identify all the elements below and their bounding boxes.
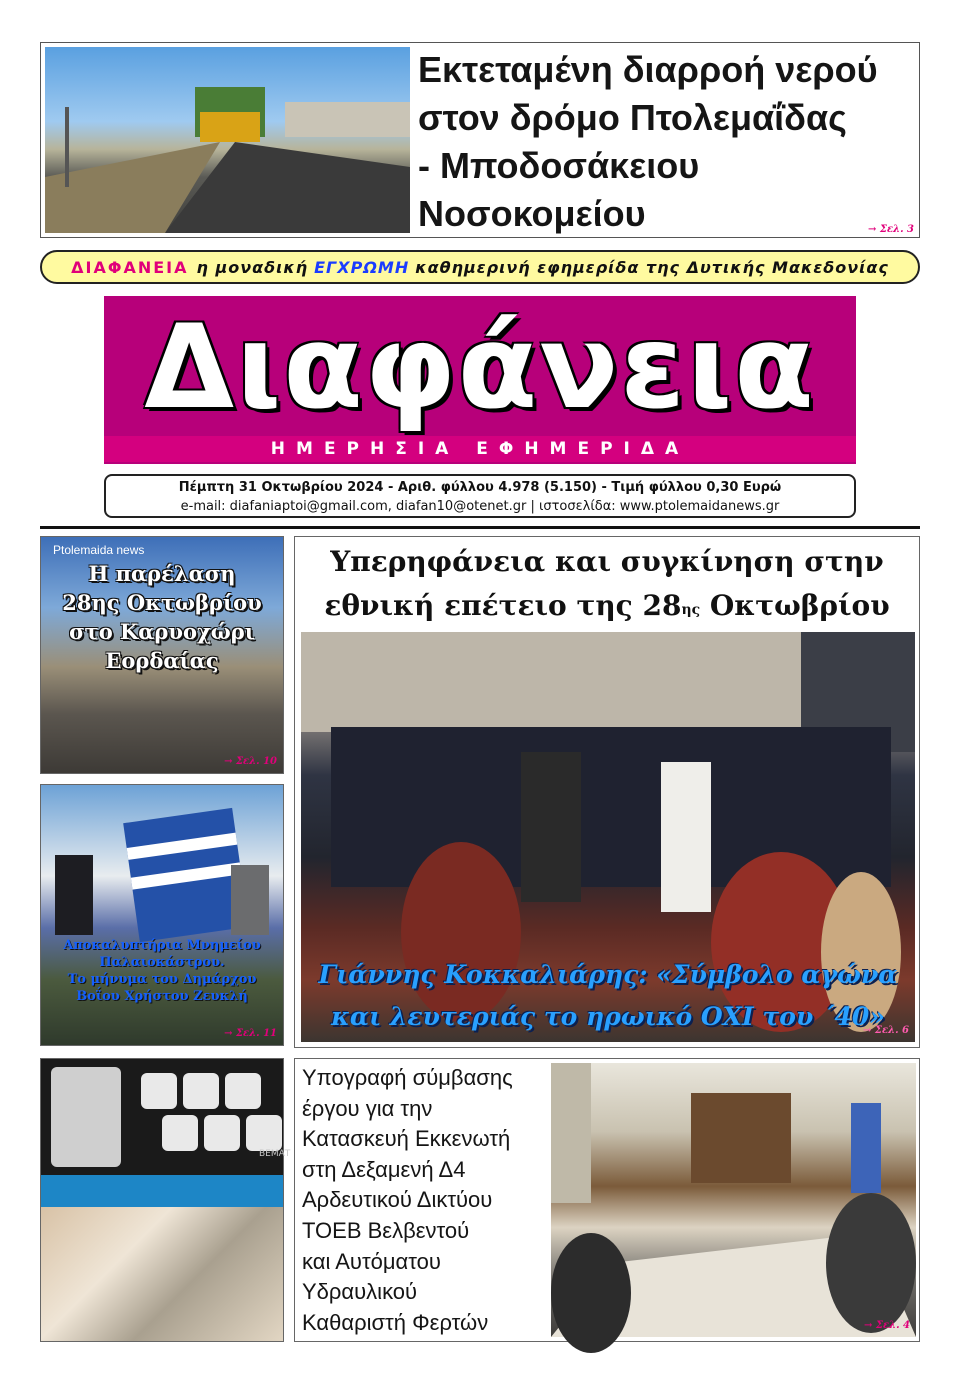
headline-part: εθνική επέτειο της 28 bbox=[324, 589, 682, 622]
slogan-color-word: ΕΓΧΡΩΜΗ bbox=[314, 257, 410, 277]
masthead-subtitle: ΗΜΕΡΗΣΙΑ ΕΦΗΜΕΡΙΔΑ bbox=[104, 436, 856, 462]
headline-line: στον δρόμο Πτολεμαΐδας bbox=[418, 97, 847, 138]
hex-tile bbox=[162, 1115, 198, 1151]
ad-logo: ΒΕΜΑΤ bbox=[259, 1149, 291, 1159]
bottom-story-page-ref[interactable]: → Σελ. 4 bbox=[864, 1320, 910, 1331]
headline-line: Νοσοκομείου bbox=[418, 193, 646, 234]
side-story-title bbox=[41, 559, 283, 675]
slogan-text-after: καθημερινή εφημερίδα της Δυτικής Μακεδονίας bbox=[415, 257, 889, 277]
headline-superscript: ης bbox=[681, 602, 701, 618]
headline-line: - Μποδοσάκειου bbox=[418, 145, 700, 186]
headline-line: έργου για την bbox=[302, 1095, 433, 1121]
masthead-title: Διαφάνεια bbox=[144, 300, 816, 435]
main-story-photo[interactable] bbox=[301, 632, 915, 1042]
hex-tile bbox=[225, 1073, 261, 1109]
hex-tile bbox=[204, 1115, 240, 1151]
main-story-quote bbox=[301, 954, 915, 1038]
slogan-banner bbox=[40, 250, 920, 284]
side-story-monument[interactable] bbox=[40, 784, 284, 1046]
monument-flag-image bbox=[41, 785, 283, 935]
ad-blue-band bbox=[41, 1175, 283, 1207]
divider-rule bbox=[40, 526, 920, 529]
side-story-page-ref[interactable]: → Σελ. 11 bbox=[224, 1028, 277, 1039]
title-line: Παλαιοκάστρου. bbox=[99, 955, 225, 970]
headline-line: στη Δεξαμενή Δ4 bbox=[302, 1156, 466, 1182]
headline-line: Εκτεταμένη διαρροή νερού bbox=[418, 49, 878, 90]
slogan-brand: ΔΙΑΦΑΝΕΙΑ bbox=[71, 257, 189, 277]
top-story-page-ref[interactable]: → Σελ. 3 bbox=[868, 224, 914, 235]
side-story-title bbox=[41, 937, 283, 1005]
bottom-story-headline[interactable] bbox=[302, 1063, 552, 1338]
slogan-text-before: η μοναδική bbox=[196, 257, 309, 277]
main-story-page-ref[interactable]: → Σελ. 6 bbox=[863, 1025, 909, 1036]
headline-line: Υδραυλικού bbox=[302, 1279, 418, 1305]
headline-line: ΤΟΕΒ Βελβεντού bbox=[302, 1217, 470, 1243]
advertisement[interactable] bbox=[40, 1058, 291, 1342]
meeting-room-image bbox=[551, 1063, 916, 1337]
issue-info-box bbox=[104, 474, 856, 518]
title-line: Αποκαλυπτήρια Μνημείου bbox=[63, 938, 261, 953]
headline-line: και Αυτόματου bbox=[302, 1248, 441, 1274]
source-tag: Ptolemaida news bbox=[53, 543, 145, 557]
contact-line: e-mail: diafaniaptoi@gmail.com, diafan10@otenet.gr | ιστοσελίδα: www.ptolemaidanews.gr bbox=[180, 499, 780, 514]
title-line: Το μήνυμα του Δημάρχου bbox=[67, 972, 257, 987]
ad-collage-image bbox=[41, 1207, 283, 1341]
title-line: στο Καρυοχώρι bbox=[69, 619, 255, 644]
side-story-page-ref[interactable]: → Σελ. 10 bbox=[224, 756, 277, 767]
title-line: 28ης Οκτωβρίου bbox=[62, 590, 262, 615]
top-story-headline[interactable] bbox=[418, 46, 918, 238]
headline-line: Αρδευτικού Δικτύου bbox=[302, 1187, 493, 1213]
headline-line: Υπογραφή σύμβασης bbox=[302, 1065, 513, 1090]
bottom-story-photo[interactable] bbox=[551, 1063, 916, 1337]
side-story-parade[interactable] bbox=[40, 536, 284, 774]
masthead bbox=[104, 296, 856, 464]
title-line: Η παρέλαση bbox=[88, 561, 236, 586]
headline-line: Καθαριστή Φερτών bbox=[302, 1309, 489, 1335]
headline-part: Οκτωβρίου bbox=[700, 589, 890, 622]
hex-tile bbox=[141, 1073, 177, 1109]
headline-line bbox=[294, 584, 920, 628]
quote-line: Γιάννης Κοκκαλιάρης: «Σύμβολο αγώνα bbox=[318, 960, 898, 989]
statue-image bbox=[51, 1067, 121, 1167]
title-line: Εορδαίας bbox=[105, 648, 219, 673]
quote-line: και λευτεριάς το ηρωικό ΟΧΙ του ΄40» bbox=[331, 1002, 885, 1031]
hex-tile bbox=[183, 1073, 219, 1109]
issue-date-line: Πέμπτη 31 Οκτωβρίου 2024 - Αριθ. φύλλου 4.978 (5.150) - Τιμή φύλλου 0,30 Ευρώ bbox=[178, 480, 782, 495]
top-story-photo[interactable] bbox=[45, 47, 410, 233]
headline-line: Υπερηφάνεια και συγκίνηση στην bbox=[330, 545, 884, 578]
title-line: Βοΐου Χρήστου Ζευκλή bbox=[76, 989, 248, 1004]
headline-line: Κατασκευή Εκκενωτή bbox=[302, 1126, 511, 1152]
main-story-headline[interactable] bbox=[294, 540, 920, 628]
road-scene-image bbox=[45, 47, 410, 233]
hex-tile bbox=[246, 1115, 282, 1151]
